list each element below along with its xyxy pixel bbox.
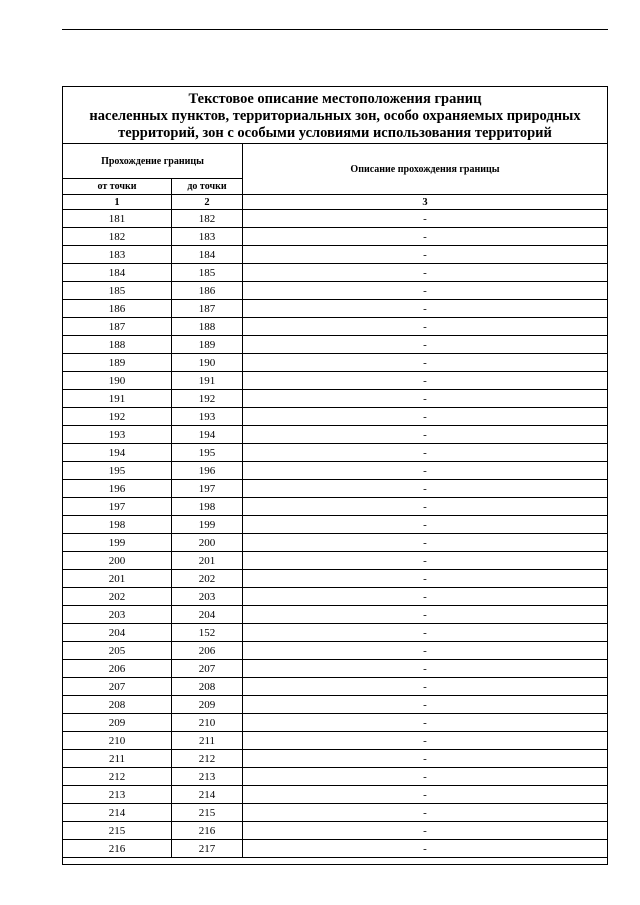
from-point-cell: 197 <box>63 498 172 516</box>
title-line-3: территорий, зон с особыми условиями использования территорий <box>118 124 552 141</box>
from-point-cell: 186 <box>63 300 172 318</box>
description-cell: - <box>243 444 608 462</box>
description-cell: - <box>243 660 608 678</box>
description-cell: - <box>243 354 608 372</box>
to-point-cell: 214 <box>172 786 243 804</box>
description-cell: - <box>243 606 608 624</box>
table-row <box>63 264 608 282</box>
boundary-description-table <box>62 86 608 865</box>
table-row <box>63 300 608 318</box>
to-point-cell: 186 <box>172 282 243 300</box>
from-point-cell: 184 <box>63 264 172 282</box>
to-point-cell: 202 <box>172 570 243 588</box>
to-point-cell: 197 <box>172 480 243 498</box>
description-cell: - <box>243 840 608 858</box>
from-point-cell: 215 <box>63 822 172 840</box>
to-point-cell: 198 <box>172 498 243 516</box>
table-row <box>63 588 608 606</box>
title-line-1: Текстовое описание местоположения границ <box>188 90 482 107</box>
table-row <box>63 534 608 552</box>
from-point-cell: 195 <box>63 462 172 480</box>
description-cell: - <box>243 498 608 516</box>
from-point-cell: 194 <box>63 444 172 462</box>
description-cell: - <box>243 786 608 804</box>
to-point-cell: 188 <box>172 318 243 336</box>
table-row <box>63 372 608 390</box>
description-cell: - <box>243 390 608 408</box>
to-point-cell: 213 <box>172 768 243 786</box>
table-row <box>63 408 608 426</box>
from-point-cell: 209 <box>63 714 172 732</box>
from-point-cell: 189 <box>63 354 172 372</box>
table-row <box>63 354 608 372</box>
table-row <box>63 696 608 714</box>
from-point-cell: 206 <box>63 660 172 678</box>
to-point-cell: 184 <box>172 246 243 264</box>
description-cell: - <box>243 768 608 786</box>
from-point-cell: 185 <box>63 282 172 300</box>
table-row <box>63 570 608 588</box>
table-tail-row <box>63 858 608 865</box>
to-point-cell: 192 <box>172 390 243 408</box>
title-line-2: населенных пунктов, территориальных зон, особо охраняемых природных <box>89 107 581 124</box>
from-point-cell: 198 <box>63 516 172 534</box>
to-point-cell: 208 <box>172 678 243 696</box>
header-description: Описание прохождения границы <box>243 144 608 195</box>
description-cell: - <box>243 516 608 534</box>
table-row <box>63 336 608 354</box>
description-cell: - <box>243 822 608 840</box>
from-point-cell: 212 <box>63 768 172 786</box>
table-row <box>63 678 608 696</box>
table-row <box>63 714 608 732</box>
to-point-cell: 185 <box>172 264 243 282</box>
description-cell: - <box>243 624 608 642</box>
to-point-cell: 189 <box>172 336 243 354</box>
from-point-cell: 190 <box>63 372 172 390</box>
from-point-cell: 187 <box>63 318 172 336</box>
to-point-cell: 183 <box>172 228 243 246</box>
description-cell: - <box>243 714 608 732</box>
table-row <box>63 426 608 444</box>
description-cell: - <box>243 228 608 246</box>
column-number-3: 3 <box>243 195 608 210</box>
description-cell: - <box>243 372 608 390</box>
from-point-cell: 213 <box>63 786 172 804</box>
description-cell: - <box>243 696 608 714</box>
description-cell: - <box>243 480 608 498</box>
to-point-cell: 203 <box>172 588 243 606</box>
to-point-cell: 190 <box>172 354 243 372</box>
table-row <box>63 660 608 678</box>
table-row <box>63 642 608 660</box>
table-row <box>63 318 608 336</box>
header-from-point: от точки <box>63 179 172 195</box>
description-cell: - <box>243 732 608 750</box>
to-point-cell: 152 <box>172 624 243 642</box>
from-point-cell: 210 <box>63 732 172 750</box>
to-point-cell: 193 <box>172 408 243 426</box>
table-row <box>63 822 608 840</box>
table-row <box>63 390 608 408</box>
from-point-cell: 201 <box>63 570 172 588</box>
column-number-1: 1 <box>63 195 172 210</box>
description-cell: - <box>243 588 608 606</box>
description-cell: - <box>243 570 608 588</box>
table-row <box>63 804 608 822</box>
table-row <box>63 750 608 768</box>
table-body <box>63 210 608 858</box>
from-point-cell: 188 <box>63 336 172 354</box>
from-point-cell: 192 <box>63 408 172 426</box>
to-point-cell: 200 <box>172 534 243 552</box>
description-cell: - <box>243 642 608 660</box>
description-cell: - <box>243 264 608 282</box>
to-point-cell: 210 <box>172 714 243 732</box>
from-point-cell: 181 <box>63 210 172 228</box>
table-row <box>63 732 608 750</box>
description-cell: - <box>243 282 608 300</box>
table-title <box>63 87 608 144</box>
table-row <box>63 210 608 228</box>
table-row <box>63 228 608 246</box>
description-cell: - <box>243 678 608 696</box>
to-point-cell: 215 <box>172 804 243 822</box>
to-point-cell: 182 <box>172 210 243 228</box>
from-point-cell: 204 <box>63 624 172 642</box>
from-point-cell: 182 <box>63 228 172 246</box>
table-row <box>63 462 608 480</box>
description-cell: - <box>243 336 608 354</box>
from-point-cell: 183 <box>63 246 172 264</box>
to-point-cell: 196 <box>172 462 243 480</box>
table-row <box>63 768 608 786</box>
description-cell: - <box>243 534 608 552</box>
description-cell: - <box>243 804 608 822</box>
from-point-cell: 205 <box>63 642 172 660</box>
table-row <box>63 444 608 462</box>
from-point-cell: 211 <box>63 750 172 768</box>
table-row <box>63 480 608 498</box>
from-point-cell: 207 <box>63 678 172 696</box>
to-point-cell: 199 <box>172 516 243 534</box>
to-point-cell: 206 <box>172 642 243 660</box>
to-point-cell: 216 <box>172 822 243 840</box>
table-tail-cell <box>63 858 608 865</box>
header-to-point: до точки <box>172 179 243 195</box>
description-cell: - <box>243 462 608 480</box>
from-point-cell: 196 <box>63 480 172 498</box>
table-row <box>63 624 608 642</box>
description-cell: - <box>243 426 608 444</box>
table-row <box>63 606 608 624</box>
column-number-2: 2 <box>172 195 243 210</box>
table-row <box>63 516 608 534</box>
to-point-cell: 209 <box>172 696 243 714</box>
description-cell: - <box>243 246 608 264</box>
table-row <box>63 786 608 804</box>
table-row <box>63 282 608 300</box>
description-cell: - <box>243 210 608 228</box>
table-row <box>63 840 608 858</box>
from-point-cell: 191 <box>63 390 172 408</box>
header-passage: Прохождение границы <box>63 144 243 179</box>
description-cell: - <box>243 408 608 426</box>
table-row <box>63 246 608 264</box>
to-point-cell: 204 <box>172 606 243 624</box>
to-point-cell: 194 <box>172 426 243 444</box>
to-point-cell: 212 <box>172 750 243 768</box>
from-point-cell: 208 <box>63 696 172 714</box>
from-point-cell: 200 <box>63 552 172 570</box>
from-point-cell: 214 <box>63 804 172 822</box>
to-point-cell: 191 <box>172 372 243 390</box>
description-cell: - <box>243 300 608 318</box>
from-point-cell: 202 <box>63 588 172 606</box>
to-point-cell: 201 <box>172 552 243 570</box>
to-point-cell: 211 <box>172 732 243 750</box>
table-row <box>63 552 608 570</box>
to-point-cell: 217 <box>172 840 243 858</box>
from-point-cell: 199 <box>63 534 172 552</box>
from-point-cell: 203 <box>63 606 172 624</box>
from-point-cell: 193 <box>63 426 172 444</box>
to-point-cell: 195 <box>172 444 243 462</box>
description-cell: - <box>243 552 608 570</box>
description-cell: - <box>243 750 608 768</box>
to-point-cell: 187 <box>172 300 243 318</box>
table-row <box>63 498 608 516</box>
page-header-rule <box>62 29 608 30</box>
from-point-cell: 216 <box>63 840 172 858</box>
description-cell: - <box>243 318 608 336</box>
to-point-cell: 207 <box>172 660 243 678</box>
